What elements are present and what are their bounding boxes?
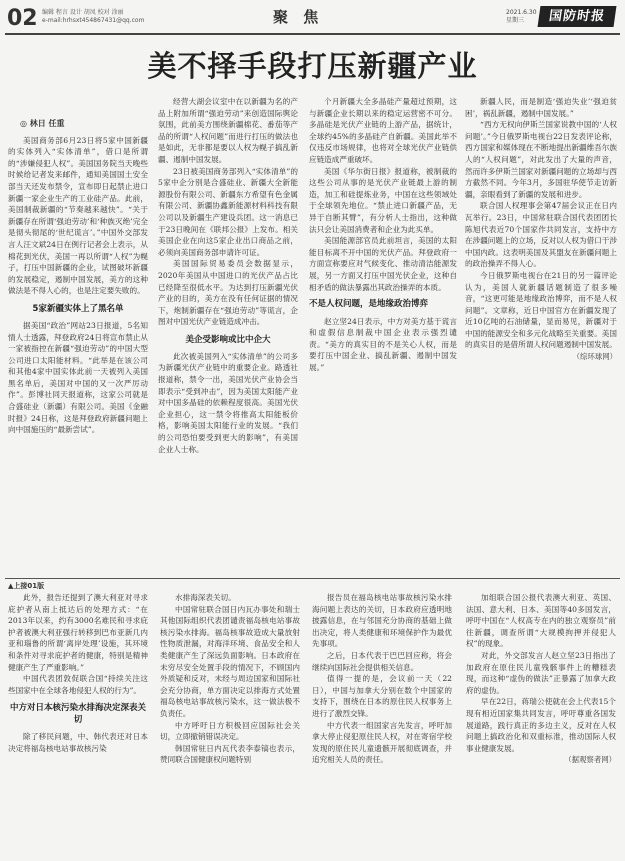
paragraph: 水排海深表关切。	[175, 593, 236, 602]
paragraph: 联合国人权理事会第47届会议正在日内瓦举行。23日，中国常驻联合国代表团团长陈旭代表近70个国家作共同发言，支持中方在涉疆问题上的立场，反对以人权为借口干涉中国内政。这表明美国及其盟友在新疆问题上的政治操弄不得人心。	[465, 201, 617, 269]
editor-line: 编辑 程言 设计 胡凤 校对 涂丽	[42, 9, 124, 16]
cont-text-3	[312, 592, 452, 766]
paragraph: 个月新疆大全多晶硅产量超过预期，这与新疆企业长期以来的稳定运营密不可分。多晶硅是光伏产业链的上游产品，据统计，全球约45%的多晶硅产自新疆。美国此举不仅违反市场规律，也将对全球光伏产业链供应链造成严重破坏。	[309, 97, 457, 164]
article-text-3	[309, 96, 457, 293]
paragraph: 中方代表一组国家言先发言，呼吁加拿大停止侵犯原住民人权，对在寄宿学校发现的原住民儿童遗骸开展彻底调查，并追究相关人员的责任。	[312, 720, 452, 765]
cont-column-2	[160, 592, 300, 854]
cont-text-1b	[8, 731, 148, 754]
paragraph: 美国商务部6月23日将5家中国新疆的实体列入“实体清单”，借口是所谓的“涉嫌侵犯人权”。美国国务院当天晚些时候给记者发来邮件，通知美国国土安全部当天还发布禁令，宣布即日起禁止进口新疆一家企业生产的工业硅产品。此前，美国制裁新疆的“节奏越来越快”。“关于新疆存在所谓‘强迫劳动’和‘种族灭绝’完全是彻头彻尾的‘世纪谎言’。”中国外交部发言人汪文斌24日在例行记者会上表示，从棉花到光伏，美国一再以所谓“人权”为幌子，打压中国新疆的企业，试图破坏新疆的发展稳定，遏制中国发展，美方的这种做法是不得人心的，也是注定要失败的。	[8, 135, 148, 296]
paragraph: 美国能源部官员此前坦言，美国的太阳能目标离不开中国的光伏产品。拜登政府一方面宣称要应对气候变化、推动清洁能源发展，另一方面又打压中国光伏企业，这种自相矛盾的做法暴露出其政治操弄的本质。	[309, 236, 457, 292]
paragraph: 中国代表团敦促联合国“持续关注这些国家中在全球各地侵犯人权的行为”。	[8, 674, 148, 695]
cont-text-4	[466, 592, 616, 754]
paragraph: 中国常驻联合国日内瓦办事处和瑞士其他国际组织代表团谴责福岛核电站事故核污染水排海。福岛核事故造成大量放射性物质泄漏，对海洋环境、食品安全和人类健康产生了深远负面影响。日本政府在未穷尽安全处置手段的情况下，不顾国内外质疑和反对，未经与周边国家和国际社会充分协商，单方面决定以排海方式处置福岛核电站事故核污染水，这一做法极不负责任。	[160, 604, 300, 718]
paragraph: 此外，报告还提到了澳大利亚对寻求庇护者从南上抵达后的处理方式：“在2013年以来，约有3000名难民和寻求庇护者被澳大利亚强行转移到巴布亚新几内亚和瑙鲁的所谓‘离岸处理’设施，其环境和条件对寻求庇护者的健康，特别是精神健康产生了严重影响。”	[8, 593, 148, 672]
article-column-1	[8, 118, 148, 576]
cont-subheading: 中方对日本核污染水排海决定深表关切	[9, 703, 146, 726]
subheading-1: 5家新疆实体上了黑名单	[32, 303, 124, 314]
paragraph: 此次被美国列入“实体清单”的公司多为新疆光伏产业链中的重要企业。路透社报道称，禁令一出，美国光伏产业协会当即表示“受到冲击”，因为美国太阳能产业对中国多晶硅的依赖程度很高。美国光伏企业担心，这一禁令将推高太阳能板价格，影响美国太阳能行业的发展。“我们的公司恐怕要受到更大的影响”，有美国企业人士称。	[158, 351, 298, 454]
article-column-4	[465, 96, 617, 576]
cont-text-2	[160, 592, 300, 766]
article-headline: 美不择手段打压新疆产业	[147, 49, 478, 83]
subheading-3: 不是人权问题，是地缘政治博弈	[309, 299, 429, 310]
paragraph: 美国《华尔街日报》报道称，被制裁的这些公司从事的是光伏产业链最上游的制造，加工和硅提炼业务，中国在这些领域处于全球领先地位。“禁止进口新疆产品，无异于自断其臂”，有分析人士指出，这种做法只会让美国消费者和企业为此买单。	[309, 166, 457, 234]
paragraph: 对此，外交部发言人赵立坚23日指出了加政府在原住民儿童残骸事件上的糟糕表现，而这种“虚伪的做法”正暴露了加拿大政府的虚伪。	[466, 650, 616, 695]
editor-email: e-mail:hrhsxt454867431@qq.com	[42, 17, 145, 24]
weekday-line: 星期三	[506, 17, 525, 24]
paragraph: “西方无权向伊斯兰国家说教中国的‘人权问题’。”今日俄罗斯电视台22日发表评论称，西方国家和媒体现在不断地提出新疆维吾尔族人的“人权问题”，对此发出了大量的声音，然而许多伊斯兰国家对新疆问题的立场却与西方截然不同。今年3月，多国驻华使节走访新疆，亲眼看到了新疆的发展和进步。	[465, 120, 617, 199]
continuation-label: ▲上接01版	[8, 582, 45, 590]
article-text-1b	[8, 320, 148, 436]
paragraph: 新疆人民，而是制造‘强迫失业’‘强迫贫困’，祸乱新疆，遏制中国发展。”	[465, 97, 617, 118]
paragraph: 值得一提的是，会议前一天（22日），中国与加拿大分别在数个中国家的支持下，围绕在日本的原住民人权事务上进行了激烈交锋。	[312, 674, 452, 718]
source-credit-1: （综环球网）	[572, 352, 617, 362]
paragraph: 报告员在福岛核电站事故核污染水排海问题上表达的关切，日本政府应透明地披露信息，在与邻国充分协商的基础上做出决定，将人类健康和环境保护作为最优先事项。	[312, 593, 452, 649]
header-rule	[5, 33, 620, 35]
paragraph: 美国国际贸易委员会数据显示，2020年美国从中国进口的光伏产品占比已经降至很低水平。为达到打压新疆光伏产业的目的，美方在没有任何证据的情况下，炮制新疆存在“强迫劳动”等谎言，企图对中国光伏产业链造成冲击。	[158, 259, 298, 327]
article-text-2	[158, 96, 298, 328]
article-text-3b	[309, 316, 457, 374]
issue-date	[506, 9, 537, 25]
paragraph: 韩国常驻日内瓦代表李泰镐也表示，赞同联合国健康权问题特别	[160, 743, 300, 765]
editor-credits	[42, 9, 144, 25]
paragraph: 经营大湖会议室中在以新疆为名的产品上附加所谓“强迫劳动”来创造国际舆论氛围，此前美方围绕新疆棉花、番茄等产品的所谓“人权问题”而进行打压的做法也是如此，无非都是要以人权为幌子搞乱新疆、遏制中国发展。	[158, 97, 298, 164]
page-header	[0, 0, 625, 36]
article-text-4	[465, 96, 617, 351]
section-divider	[5, 578, 620, 579]
paragraph: 除了移民问题，中、韩代表还对日本决定将福岛核电站事故核污染	[8, 732, 148, 753]
masthead-logo: 国防时报	[538, 6, 617, 27]
article-column-2	[158, 96, 298, 576]
paragraph: 据美国“政治”网站23日报道，5名知情人士透露，拜登政府24日将宣布禁止从一家被指控在新疆“强迫劳动”的中国大型公司进口太阳能材料。“此举是在该公司和其他4家中国实体此前一天被列入美国黑名单后，美国对中国的又一次严厉动作”。彭博社同天报道称，这家公司就是合盛硅业（新疆）有限公司。美国《金融时报》24日称，这是拜登政府新疆问题上向中国施压的“最新尝试”。	[8, 320, 148, 435]
paragraph: 中方呼吁日方积极回应国际社会关切，立即撤销错误决定。	[160, 720, 300, 742]
byline: ◎ 林日 任重	[20, 119, 65, 128]
page-number: 02	[7, 6, 38, 31]
cont-text-1	[8, 592, 148, 696]
cont-column-3	[312, 592, 452, 854]
source-credit-2: （据观察者网）	[564, 755, 616, 765]
article-text-1	[8, 135, 148, 297]
paragraph: 今日俄罗斯电视台在21日的另一篇评论认为，美国人就新疆话题制造了很多噪音，“这更可能是地缘政治博弈，而不是人权问题”。文章称，近日中国官方在新疆发现了近10亿吨的石油储量，显而易见，新疆对于中国的能源安全和多元化战略至关重要。美国的真实目的是借所谓人权问题遏制中国发展。	[465, 270, 617, 350]
article-column-3	[309, 96, 457, 576]
subheading-2: 美企受影响或比中企大	[185, 334, 271, 345]
article-text-2b	[158, 351, 298, 455]
paragraph: 之后，日本代表于巴巴回应称，将会继续向国际社会提供相关信息。	[312, 650, 452, 672]
paragraph: 加组联合国公报代表澳大利亚、英国、法国、意大利、日本、美国等40多国发言，呼吁中国在“人权高专在内的独立观察员”前往新疆，调查所谓“大规模拘押并侵犯人权”的现象。	[466, 593, 616, 649]
cont-column-4	[466, 592, 616, 854]
paragraph: 23日被美国商务部列入“实体清单”的5家中企分别是合盛硅业、新疆大全新能源股份有限公司、新疆东方希望有色金属有限公司、新疆协鑫新能源材料科技有限公司以及新疆生产建设兵团。这一消息已于23日晚间在《联邦公报》上发布。相关美国企业在向这5家企业出口商品之前，必须向美国商务部申请许可证。	[158, 166, 298, 257]
paragraph: 早在22日，蒋瑞公使就在会上代表15个现有相近国家集共同发言，呼吁尊重各国发展道路，践行真正的多边主义，反对在人权问题上搞政治化和双重标准，推动国际人权事业健康发展。	[466, 697, 616, 753]
paragraph: 赵立坚24日表示，中方对美方基于谎言和虚假信息制裁中国企业表示强烈谴责。“美方的真实目的不是关心人权，而是要打压中国企业、搞乱新疆、遏制中国发展。”	[309, 316, 457, 373]
section-title: 聚 焦	[273, 8, 324, 26]
date-line: 2021.6.30	[506, 9, 537, 16]
cont-column-1	[8, 592, 148, 854]
